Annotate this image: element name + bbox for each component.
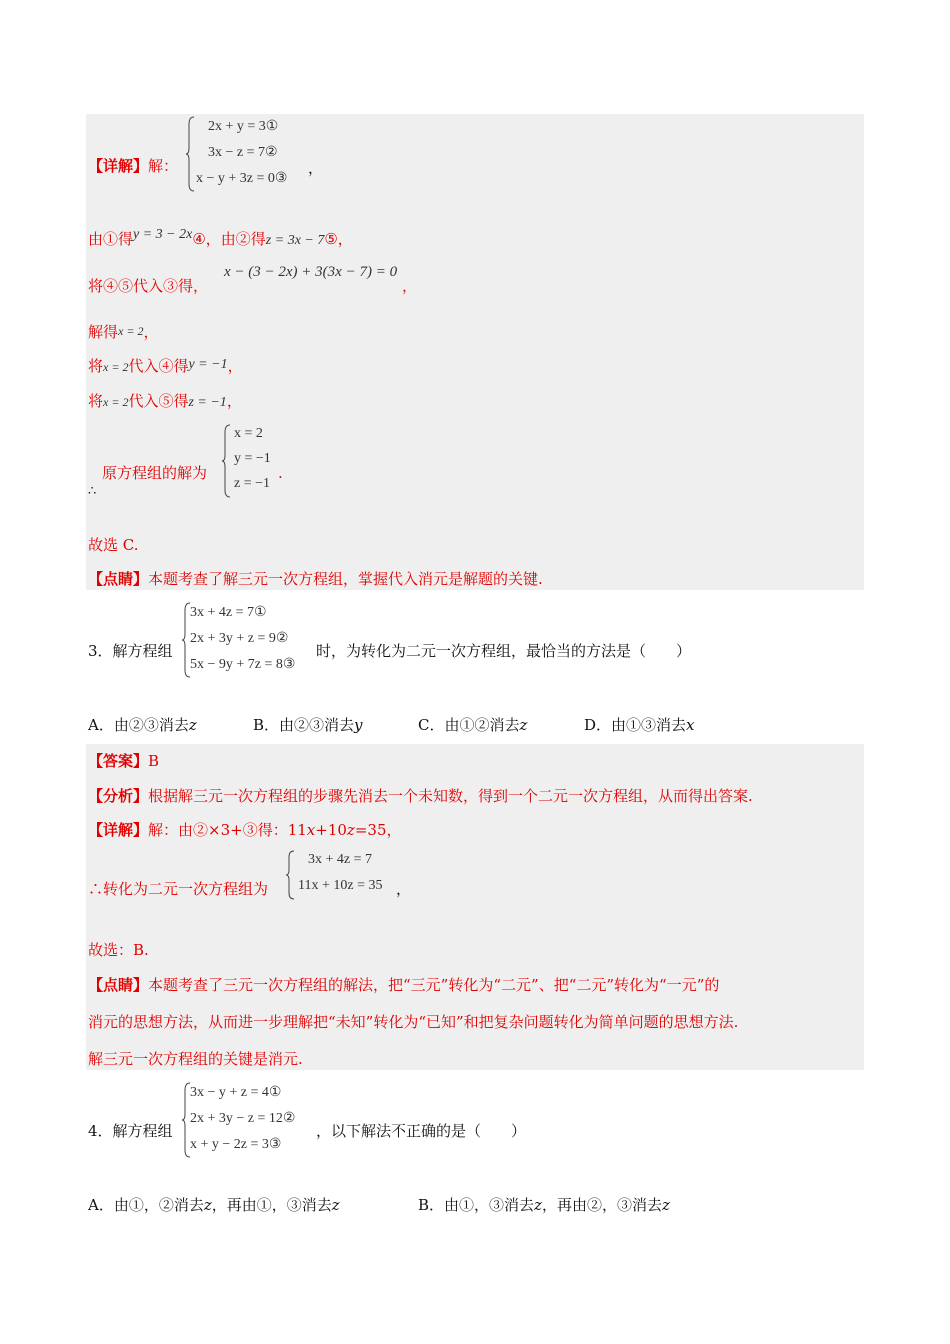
q2-equation-system [186,116,316,192]
q3-result-system [286,850,406,900]
q2-step-3-expr: x = 2 [118,324,144,338]
q3-comment-line-1: 本题考查了三元一次方程组的解法，把“三元”转化为“二元”、把“二元”转化为“一元”的 [148,976,720,994]
q2-step-2-expr: x − (3 − 2x) + 3(3x − 7) = 0 [224,264,398,280]
q2-step-2-text: 将④⑤代入③得， [88,277,209,295]
q4-option-a-mid: ，再由①，③消去 [211,1196,332,1214]
q2-eq-3: x − y + 3z = 0③ [196,171,288,186]
q3-eq-2: 2x + 3y + z = 9② [190,631,289,646]
q2-step-4 [88,356,243,378]
q2-step-3-text: 解得 [88,323,119,341]
q2-result-text: 原方程组的解为 [102,464,208,482]
q4-option-b-var-1: z [534,1196,542,1214]
q3-option-b-label: B．由②③消去 [253,716,355,734]
q3-analysis [88,786,753,806]
q2-step-5-expr-1: x = 2 [103,395,129,409]
q3-equation-system [182,602,322,678]
q2-step-5-end: ， [226,392,242,410]
q2-detail-line [88,156,178,176]
brace-icon [286,850,296,900]
q2-result-system [222,424,282,498]
q3-option-a [88,715,197,735]
q3-option-c-label: C．由①②消去 [418,716,520,734]
q3-detail-var-z: z [346,821,355,839]
q3-comment-3: 解三元一次方程组的关键是消元. [88,1050,303,1068]
q2-step-5-text-b: 代入⑤得 [128,392,189,410]
q3-detail-text-b: +10 [315,821,347,839]
q2-step-3-end: ， [143,323,159,341]
q3-answer [88,751,159,771]
q2-step-3 [88,322,158,343]
q4-stem-tail: ，以下解法不正确的是（ ） [316,1122,527,1140]
q3-option-d [584,715,695,735]
q3-detail-label: 【详解】 [88,821,149,839]
q2-step-4-end: ， [227,357,243,375]
q3-result-end: ， [396,880,412,898]
q4-number: 4．解方程组 [88,1122,173,1140]
q4-option-b-var-2: z [661,1196,670,1214]
q4-option-b-mid: ，再由②，③消去 [541,1196,662,1214]
q3-detail-text-a: 解：由②×3+③得：11 [148,821,307,839]
q2-choice: 故选 C. [88,536,139,554]
q3-result-eq-1: 3x + 4z = 7 [308,852,373,867]
q3-therefore-text: ∴转化为二元一次方程组为 [88,880,269,898]
q4-eq-2: 2x + 3y − z = 12② [190,1111,296,1126]
q3-number: 3．解方程组 [88,642,173,660]
q2-result-y: y = −1 [234,451,271,466]
q2-detail-intro: 解： [148,157,179,175]
q2-step-4-expr-2: y = −1 [188,357,228,372]
q4-option-a-label: A．由①，②消去 [88,1196,204,1214]
q2-step-2 [88,276,208,296]
q2-comment-label: 【点睛】 [88,570,149,588]
q2-step-1 [88,229,353,251]
q3-analysis-text: 根据解三元一次方程组的步骤先消去一个未知数，得到一个二元一次方程组，从而得出答案. [148,787,753,805]
q3-detail [88,820,401,840]
q3-answer-value: B [148,752,160,770]
q4-option-b-label: B．由①，③消去 [418,1196,535,1214]
q4-option-b [418,1195,670,1215]
q2-system-end: ， [308,159,324,177]
q3-eq-1: 3x + 4z = 7① [190,605,267,620]
q3-comment-2: 消元的思想方法，从而进一步理解把“未知”转化为“已知”和把复杂问题转化为简单问题的思想方法. [88,1013,739,1031]
q3-option-a-var: z [188,716,197,734]
q4-eq-1: 3x − y + z = 4① [190,1085,282,1100]
q2-step-4-text-a: 将 [88,357,104,375]
q3-analysis-label: 【分析】 [88,787,149,805]
q2-step-1-text-b: ④，由②得 [192,230,266,248]
q3-result-eq-2: 11x + 10z = 35 [298,878,383,893]
q2-step-5 [88,391,242,413]
brace-icon [186,116,196,192]
q3-option-b [253,715,363,735]
q2-result-z: z = −1 [234,476,271,491]
q2-eq-1: 2x + y = 3① [208,119,279,134]
q3-option-d-label: D．由①③消去 [584,716,687,734]
q3-option-a-label: A．由②③消去 [88,716,189,734]
q3-eq-3: 5x − 9y + 7z = 8③ [190,657,296,672]
q2-therefore-symbol: ∴ [88,484,97,499]
q3-choice: 故选：B. [88,941,149,959]
q2-result-end: . [278,464,283,482]
q3-option-c [418,715,527,735]
q2-step-5-text-a: 将 [88,392,104,410]
q2-step-2-end: ， [402,277,418,295]
q3-detail-var-x: x [306,821,316,839]
q4-equation-system [182,1082,322,1158]
q2-step-1-expr-1: y = 3 − 2x [133,227,193,242]
q2-comment [88,569,543,589]
q4-option-a-var-1: z [203,1196,212,1214]
q2-step-4-text-b: 代入④得 [128,357,189,375]
q2-comment-text: 本题考查了解三元一次方程组，掌握代入消元是解题的关键. [148,570,543,588]
q3-option-c-var: z [519,716,528,734]
q4-option-a [88,1195,340,1215]
q2-eq-2: 3x − z = 7② [208,145,278,160]
q2-step-4-expr-1: x = 2 [103,360,129,374]
q3-comment-label: 【点睛】 [88,976,149,994]
q4-option-a-var-2: z [331,1196,340,1214]
q2-step-5-expr-2: z = −1 [188,395,227,410]
q2-detail-label: 【详解】 [88,157,149,175]
q3-answer-label: 【答案】 [88,752,149,770]
q2-step-1-text-a: 由①得 [88,230,134,248]
brace-icon [222,424,232,498]
q3-option-b-var: y [354,716,363,734]
q3-stem-tail: 时，为转化为二元一次方程组，最恰当的方法是（ ） [316,642,692,660]
q2-step-1-expr-2: z = 3x − 7 [265,233,325,248]
q3-option-d-var: x [686,716,695,734]
q2-result-x: x = 2 [234,426,263,441]
q3-comment-1 [88,975,719,995]
q4-eq-3: x + y − 2z = 3③ [190,1137,282,1152]
q2-step-1-text-c: ⑤， [324,230,353,248]
q3-detail-text-c: =35， [354,821,402,839]
